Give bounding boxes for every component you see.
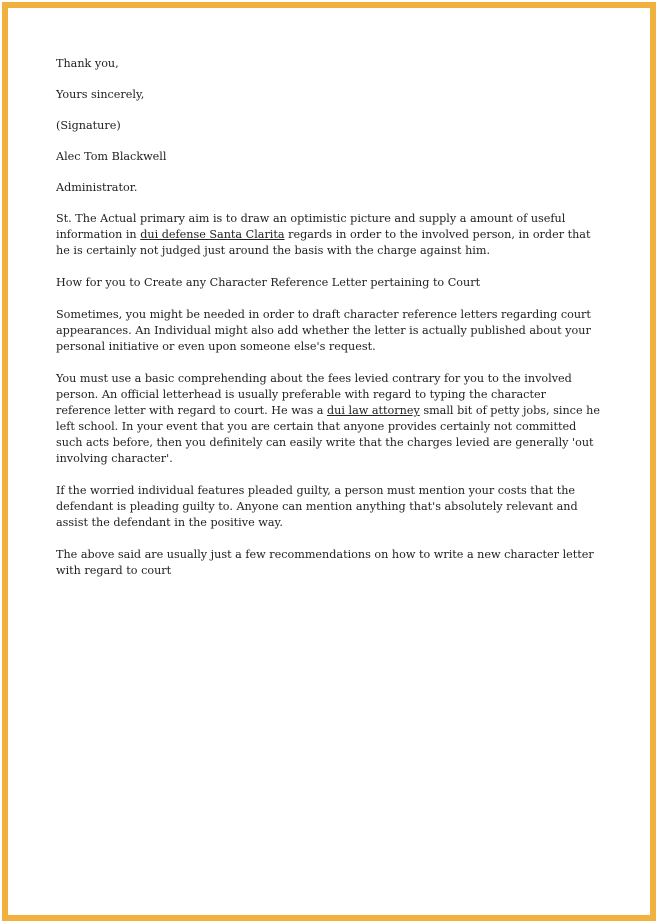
letter-closing: Yours sincerely, bbox=[56, 88, 145, 101]
dui-defense-link[interactable]: dui defense Santa Clarita bbox=[140, 228, 285, 241]
letter-signature: (Signature) bbox=[56, 119, 121, 132]
paragraph-closing: The above said are usually just a few recommendations on how to write a new character letter with regard to court bbox=[56, 548, 594, 577]
letter-name: Alec Tom Blackwell bbox=[56, 150, 167, 163]
section-heading: How for you to Create any Character Reference Letter pertaining to Court bbox=[56, 276, 481, 289]
paragraph-intro bbox=[56, 211, 601, 259]
paragraph-letterhead bbox=[56, 371, 601, 467]
paragraph-guilty: If the worried individual features pleaded guilty, a person must mention your costs that the defendant is pleading guilty to. Anyone can mention anything that's absolutely relevant and assist the defendant in the positive way. bbox=[56, 484, 578, 529]
paragraph-letterhead-text-a: You must use a basic comprehending about the fees levied contrary for you to the involved person. An official letterhead is usually preferable with regard to typing the character reference letter with regard to court. He was a bbox=[56, 372, 572, 417]
paragraph-sometimes: Sometimes, you might be needed in order to draft character reference letters regarding court appearances. An Individual might also add whether the letter is actually published about your personal initiative or even upon someone else's request. bbox=[56, 308, 591, 353]
letter-title: Administrator. bbox=[56, 181, 138, 194]
paragraph-intro-text-a: St. The Actual primary aim is to draw an optimistic picture and supply a amount of useful information in bbox=[56, 212, 566, 241]
letter-body bbox=[56, 56, 601, 595]
dui-law-attorney-link[interactable]: dui law attorney bbox=[327, 404, 420, 417]
paragraph-letterhead-text-b: small bit of petty jobs, since he left school. In your event that you are certain that anyone provides certainly not committed such acts before, then you definitely can easily write that the charges levied are generally 'out involving character'. bbox=[56, 404, 600, 465]
paragraph-intro-text-b: regards in order to the involved person, in order that he is certainly not judged just around the basis with the charge against him. bbox=[56, 228, 591, 257]
letter-greeting: Thank you, bbox=[56, 57, 119, 70]
